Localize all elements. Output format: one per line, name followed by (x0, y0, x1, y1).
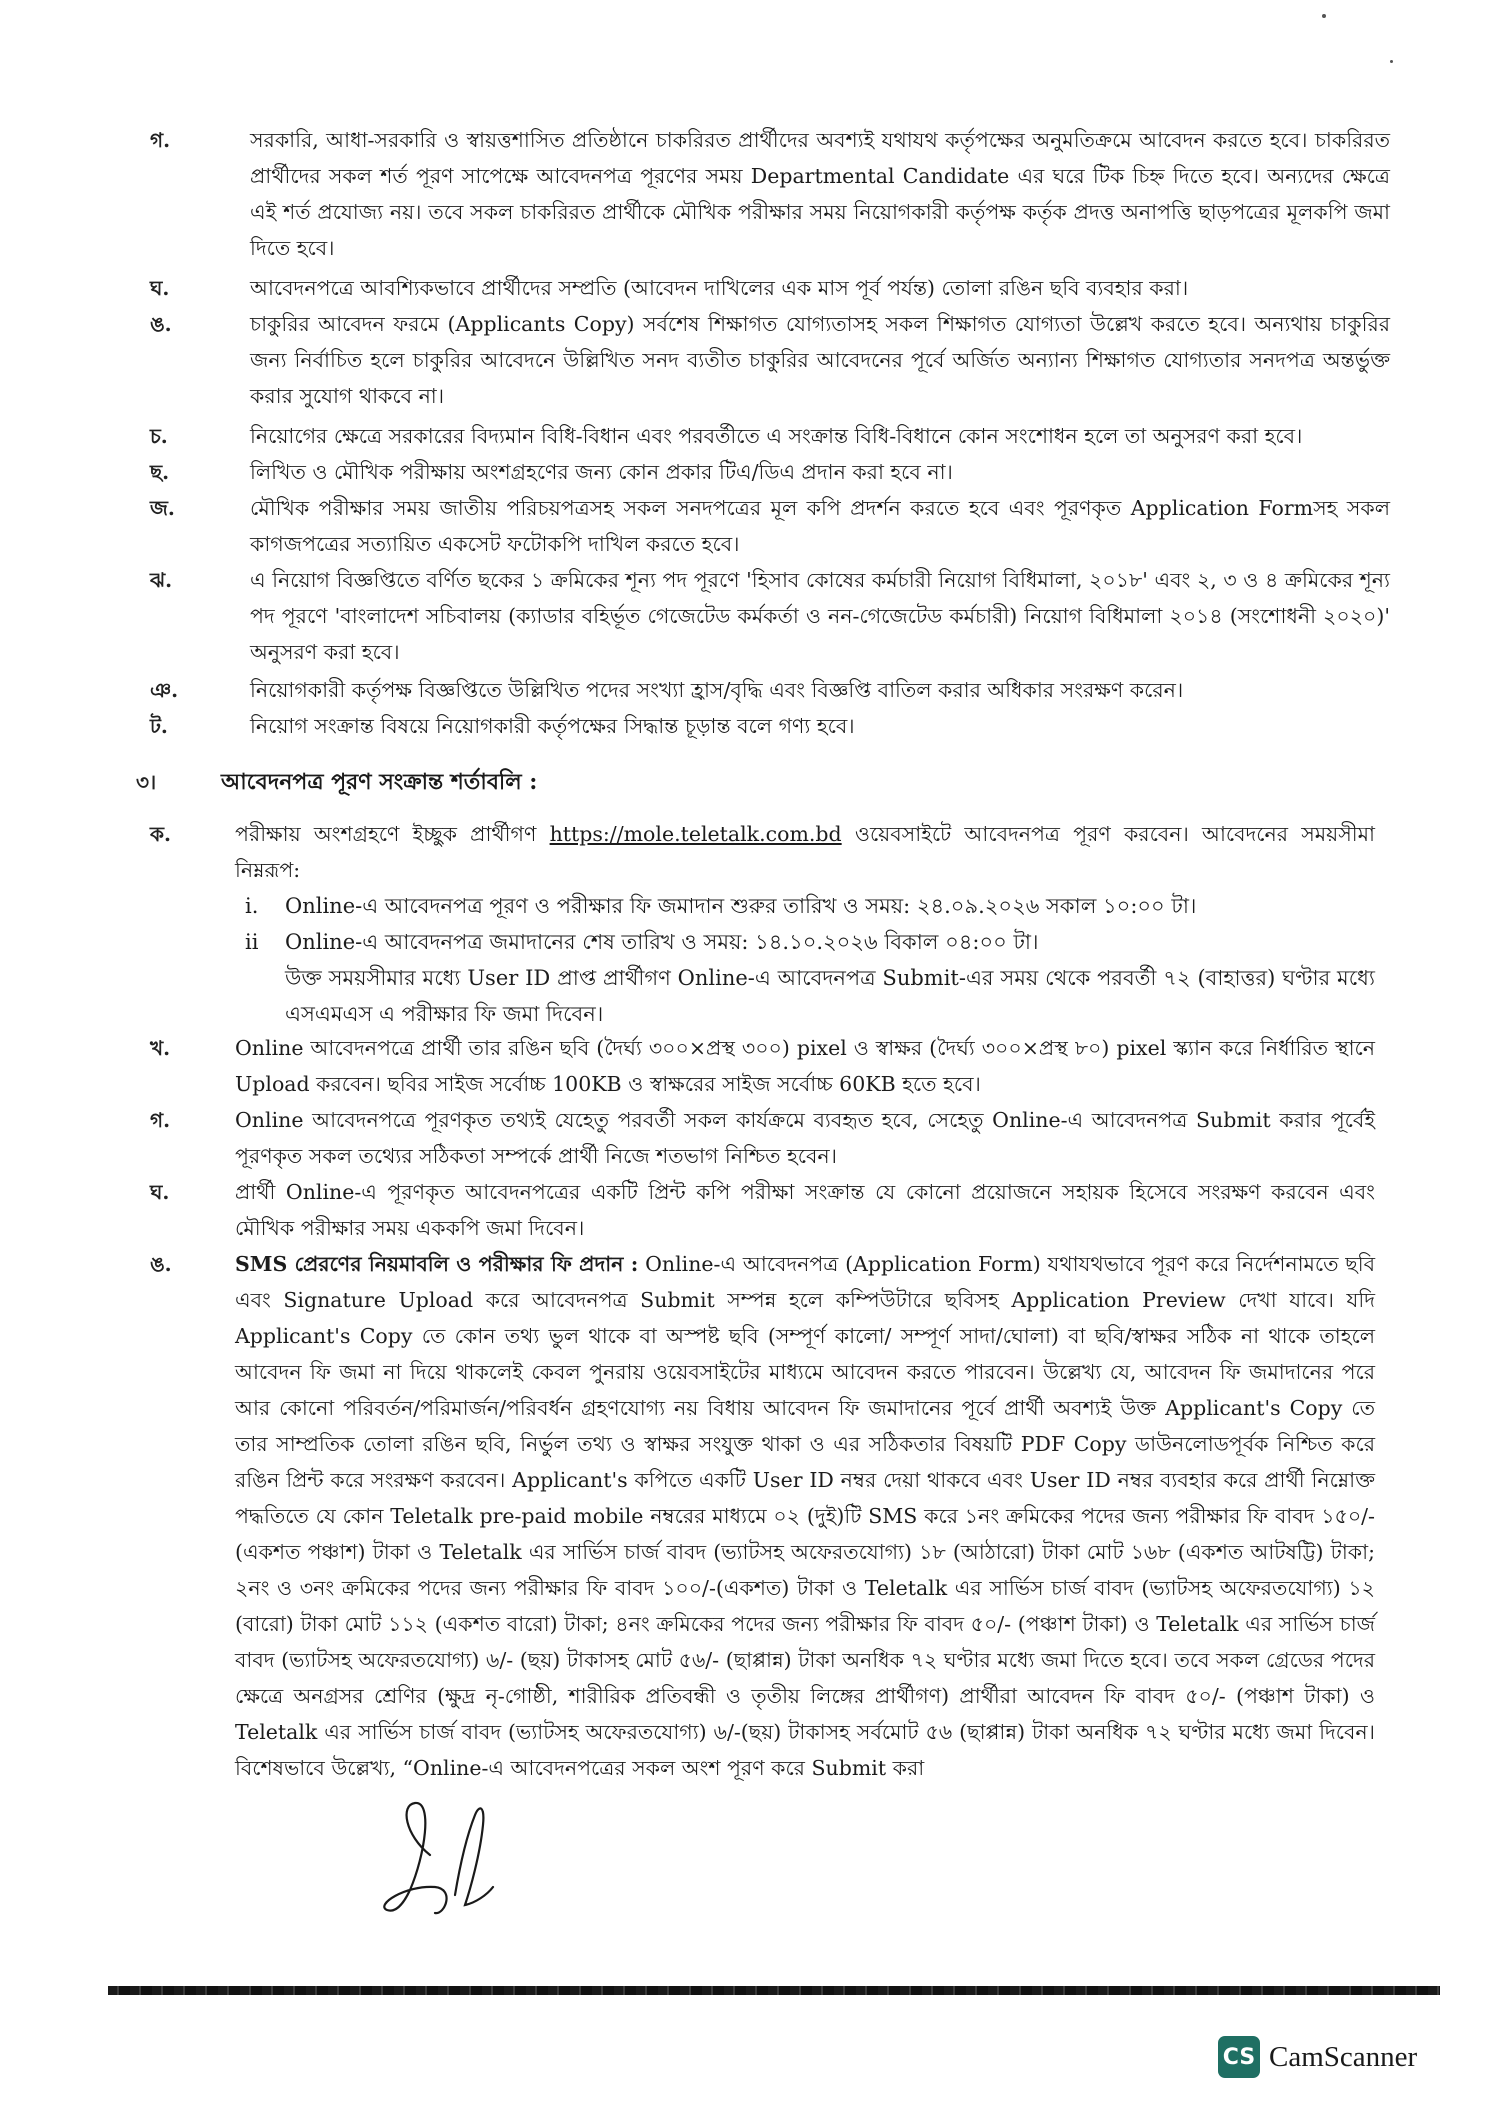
section-title: আবেদনপত্র পূরণ সংক্রান্ত শর্তাবলি : (221, 769, 538, 795)
clause-marker: গ. (150, 128, 171, 152)
clause-text: এ নিয়োগ বিজ্ঞপ্তিতে বর্ণিত ছকের ১ ক্রমিকের শূন্য পদ পূরণে 'হিসাব কোষের কর্মচারী নিয়োগ বিধিমালা, ২০১৮' এবং ২, ৩ ও ৪ ক্রমিকের শূন্য পদ পূরণে 'বাংলাদেশ সচিবালয় (ক্যাডার বহির্ভূত গেজেটেড কর্মকর্তা ও নন-গেজেটেড কর্মচারী) নিয়োগ বিধিমালা ২০১৪ (সংশোধনী ২০২০)' অনুসরণ করা হবে। (250, 568, 1390, 664)
clause-marker: ঘ. (150, 276, 170, 300)
clause-3-uma (150, 1246, 1375, 1786)
clause-cha (150, 454, 1390, 490)
camscanner-logo-icon: CS (1218, 2036, 1260, 2078)
clause-marker: গ. (150, 1108, 171, 1132)
schedule-number: i. (245, 894, 259, 918)
clause-marker: ক. (150, 822, 171, 846)
schedule-item-end (245, 924, 1375, 960)
section-number: ৩। (136, 770, 157, 794)
clause-marker: ঝ. (150, 568, 173, 592)
schedule-text: Online-এ আবেদনপত্র জমাদানের শেষ তারিখ ও সময়: ১৪.১০.২০২৬ বিকাল ০৪:০০ টা। (285, 930, 1039, 954)
clause-gha (150, 270, 1390, 306)
clause-body: Online-এ আবেদনপত্র (Application Form) যথাযথভাবে পূরণ করে নির্দেশনামতে ছবি এবং Signature Upload করে আবেদনপত্র Submit সম্পন্ন হলে কম্পিউটারে ছবিসহ Application Preview দেখা যাবে। যদি Applicant's Copy তে কোন তথ্য ভুল থাকে বা অস্পষ্ট ছবি (সম্পূর্ণ কালো/ সম্পূর্ণ সাদা/ঘোলা) বা ছবি/স্বাক্ষর সঠিক না থাকে তাহলে আবেদন ফি জমা না দিয়ে থাকলেই কেবল পুনরায় ওয়েবসাইটের মাধ্যমে আবেদন করতে পারবেন। উল্লেখ্য যে, আবেদন ফি জমাদানের পরে আর কোনো পরিবর্তন/পরিমার্জন/পরিবর্ধন গ্রহণযোগ্য নয় বিধায় আবেদন ফি জমাদানের পূর্বে প্রার্থী অবশ্যই উক্ত Applicant's Copy তে তার সাম্প্রতিক তোলা রঙিন ছবি, নির্ভুল তথ্য ও স্বাক্ষর সংযুক্ত থাকা ও এর সঠিকতার বিষয়টি PDF Copy ডাউনলোডপূর্বক নিশ্চিত করে রঙিন প্রিন্ট করে সংরক্ষণ করবেন। Applicant's কপিতে একটি User ID নম্বর দেয়া থাকবে এবং User ID নম্বর ব্যবহার করে প্রার্থী নিম্নোক্ত পদ্ধতিতে যে কোন Teletalk pre-paid mobile নম্বরের মাধ্যমে ০২ (দুই)টি SMS করে ১নং ক্রমিকের পদের জন্য পরীক্ষার ফি বাবদ ১৫০/-(একশত পঞ্চাশ) টাকা ও Teletalk এর সার্ভিস চার্জ বাবদ (ভ্যাটসহ অফেরতযোগ্য) ১৮ (আঠারো) টাকা মোট ১৬৮ (একশত আটষট্টি) টাকা; ২নং ও ৩নং ক্রমিকের পদের জন্য পরীক্ষার ফি বাবদ ১০০/-(একশত) টাকা ও Teletalk এর সার্ভিস চার্জ বাবদ (ভ্যাটসহ অফেরতযোগ্য) ১২ (বারো) টাকা মোট ১১২ (একশত বারো) টাকা; ৪নং ক্রমিকের পদের জন্য পরীক্ষার ফি বাবদ ৫০/- (পঞ্চাশ টাকা) ও Teletalk এর সার্ভিস চার্জ বাবদ (ভ্যাটসহ অফেরতযোগ্য) ৬/- (ছয়) টাকাসহ মোট ৫৬/- (ছাপ্পান্ন) টাকা অনধিক ৭২ ঘণ্টার মধ্যে জমা দিতে হবে। তবে সকল গ্রেডের পদের ক্ষেত্রে অনগ্রসর শ্রেণির (ক্ষুদ্র নৃ-গোষ্ঠী, শারীরিক প্রতিবন্ধী ও তৃতীয় লিঙ্গের প্রার্থীগণ) প্রার্থীরা আবেদন ফি বাবদ ৫০/- (পঞ্চাশ টাকা) ও Teletalk এর সার্ভিস চার্জ বাবদ (ভ্যাটসহ অফেরতযোগ্য) ৬/-(ছয়) টাকাসহ সর্বমোট ৫৬ (ছাপ্পান্ন) টাকা অনধিক ৭২ ঘণ্টার মধ্যে জমা দিবেন। বিশেষভাবে উল্লেখ্য, “Online-এ আবেদনপত্রের সকল অংশ পূরণ করে Submit করা (235, 1252, 1375, 1780)
clause-3-gha (150, 1174, 1375, 1246)
camscanner-name: CamScanner (1269, 2040, 1418, 2073)
clause-marker: ঙ. (150, 312, 172, 336)
schedule-note (285, 960, 1375, 1032)
clause-marker: জ. (150, 496, 175, 520)
clause-text: চাকুরির আবেদন ফরমে (Applicants Copy) সর্বশেষ শিক্ষাগত যোগ্যতাসহ সকল শিক্ষাগত যোগ্যতা উল্লেখ করতে হবে। অন্যথায় চাকুরির জন্য নির্বাচিত হলে চাকুরির আবেদনে উল্লিখিত সনদ ব্যতীত চাকুরির আবেদনের পূর্বে অর্জিত অন্যান্য শিক্ষাগত যোগ্যতার সনদপত্র অন্তর্ভুক্ত করার সুযোগ থাকবে না। (250, 312, 1390, 408)
clause-marker: ঞ. (150, 678, 179, 702)
clause-lead: SMS প্রেরণের নিয়মাবলি ও পরীক্ষার ফি প্রদান : (235, 1252, 639, 1276)
clause-text: প্রার্থী Online-এ পূরণকৃত আবেদনপত্রের একটি প্রিন্ট কপি পরীক্ষা সংক্রান্ত যে কোনো প্রয়োজনে সহায়ক হিসেবে সংরক্ষণ করবেন এবং মৌখিক পরীক্ষার সময় এককপি জমা দিবেন। (235, 1180, 1375, 1240)
clause-text: সরকারি, আধা-সরকারি ও স্বায়ত্তশাসিত প্রতিষ্ঠানে চাকরিরত প্রার্থীদের অবশ্যই যথাযথ কর্তৃপক্ষের অনুমতিক্রমে আবেদন করতে হবে। চাকরিরত প্রার্থীদের সকল শর্ত পূরণ সাপেক্ষে আবেদনপত্র পূরণের সময় Departmental Candidate এর ঘরে টিক চিহ্ন দিতে হবে। অন্যদের ক্ষেত্রে এই শর্ত প্রযোজ্য নয়। তবে সকল চাকরিরত প্রার্থীকে মৌখিক পরীক্ষার সময় নিয়োগকারী কর্তৃপক্ষ কর্তৃক প্রদত্ত অনাপত্তি ছাড়পত্রের মূলকপি জমা দিতে হবে। (250, 128, 1390, 260)
clause-3-ga (150, 1102, 1375, 1174)
schedule-number: ii (245, 930, 259, 954)
scan-edge-divider (108, 1986, 1440, 1995)
clause-ca (150, 418, 1390, 454)
clause-text (235, 1246, 1375, 1786)
clause-text-after: ওয়েবসাইটে আবেদনপত্র পূরণ করবেন। আবেদনের সময়সীমা নিম্নরূপ: (235, 822, 1375, 882)
clause-ga (150, 122, 1390, 266)
camscanner-watermark (1218, 2032, 1478, 2082)
scan-speck (1390, 60, 1393, 63)
clause-3-kha (150, 1030, 1375, 1102)
clause-text: লিখিত ও মৌখিক পরীক্ষায় অংশগ্রহণের জন্য কোন প্রকার টিএ/ডিএ প্রদান করা হবে না। (250, 460, 953, 484)
clause-marker: চ. (150, 424, 168, 448)
clause-text: আবেদনপত্রে আবশ্যিকভাবে প্রার্থীদের সম্প্রতি (আবেদন দাখিলের এক মাস পূর্ব পর্যন্ত) তোলা রঙিন ছবি ব্যবহার করা। (250, 276, 1189, 300)
clause-text: মৌখিক পরীক্ষার সময় জাতীয় পরিচয়পত্রসহ সকল সনদপত্রের মূল কপি প্রদর্শন করতে হবে এবং পূরণকৃত Application Formসহ সকল কাগজপত্রের সত্যায়িত একসেট ফটোকপি দাখিল করতে হবে। (250, 496, 1390, 556)
handwritten-signature (375, 1795, 535, 1925)
clause-marker: ঘ. (150, 1180, 170, 1204)
schedule-item-start (245, 888, 1375, 924)
clause-text: Online আবেদনপত্রে পূরণকৃত তথ্যই যেহেতু পরবর্তী সকল কার্যক্রমে ব্যবহৃত হবে, সেহেতু Online-এ আবেদনপত্র Submit করার পূর্বেই পূরণকৃত সকল তথ্যের সঠিকতা সম্পর্কে প্রার্থী নিজে শতভাগ নিশ্চিত হবেন। (235, 1108, 1375, 1168)
clause-text (235, 816, 1375, 888)
schedule-note-text: উক্ত সময়সীমার মধ্যে User ID প্রাপ্ত প্রার্থীগণ Online-এ আবেদনপত্র Submit-এর সময় থেকে পরবর্তী ৭২ (বাহাত্তর) ঘণ্টার মধ্যে এসএমএস এ পরীক্ষার ফি জমা দিবেন। (285, 966, 1375, 1026)
website-link[interactable]: https://mole.teletalk.com.bd (549, 822, 842, 846)
schedule-text: Online-এ আবেদনপত্র পূরণ ও পরীক্ষার ফি জমাদান শুরুর তারিখ ও সময়: ২৪.০৯.২০২৬ সকাল ১০:০০ টা। (285, 894, 1197, 918)
clause-nya (150, 672, 1390, 708)
clause-text: Online আবেদনপত্রে প্রার্থী তার রঙিন ছবি (দৈর্ঘ্য ৩০০×প্রস্থ ৩০০) pixel ও স্বাক্ষর (দৈর্ঘ্য ৩০০×প্রস্থ ৮০) pixel স্ক্যান করে নির্ধারিত স্থানে Upload করবেন। ছবির সাইজ সর্বোচ্চ 100KB ও স্বাক্ষরের সাইজ সর্বোচ্চ 60KB হতে হবে। (235, 1036, 1375, 1096)
clause-marker: খ. (150, 1036, 171, 1060)
scan-speck (1322, 14, 1326, 18)
clause-text: নিয়োগকারী কর্তৃপক্ষ বিজ্ঞপ্তিতে উল্লিখিত পদের সংখ্যা হ্রাস/বৃদ্ধি এবং বিজ্ঞপ্তি বাতিল করার অধিকার সংরক্ষণ করেন। (250, 678, 1184, 702)
clause-ta (150, 708, 1390, 744)
clause-jha (150, 562, 1390, 670)
clause-text-before: পরীক্ষায় অংশগ্রহণে ইচ্ছুক প্রার্থীগণ (235, 822, 550, 846)
clause-marker: ঙ. (150, 1252, 172, 1276)
clause-marker: ট. (150, 714, 168, 738)
clause-ja (150, 490, 1390, 562)
clause-text: নিয়োগ সংক্রান্ত বিষয়ে নিয়োগকারী কর্তৃপক্ষের সিদ্ধান্ত চূড়ান্ত বলে গণ্য হবে। (250, 714, 855, 738)
clause-marker: ছ. (150, 460, 170, 484)
clause-3-ka (150, 816, 1375, 888)
clause-text: নিয়োগের ক্ষেত্রে সরকারের বিদ্যমান বিধি-বিধান এবং পরবর্তীতে এ সংক্রান্ত বিধি-বিধানে কোন সংশোধন হলে তা অনুসরণ করা হবে। (250, 424, 1303, 448)
clause-uma (150, 306, 1390, 414)
section-3-heading (136, 764, 1376, 800)
